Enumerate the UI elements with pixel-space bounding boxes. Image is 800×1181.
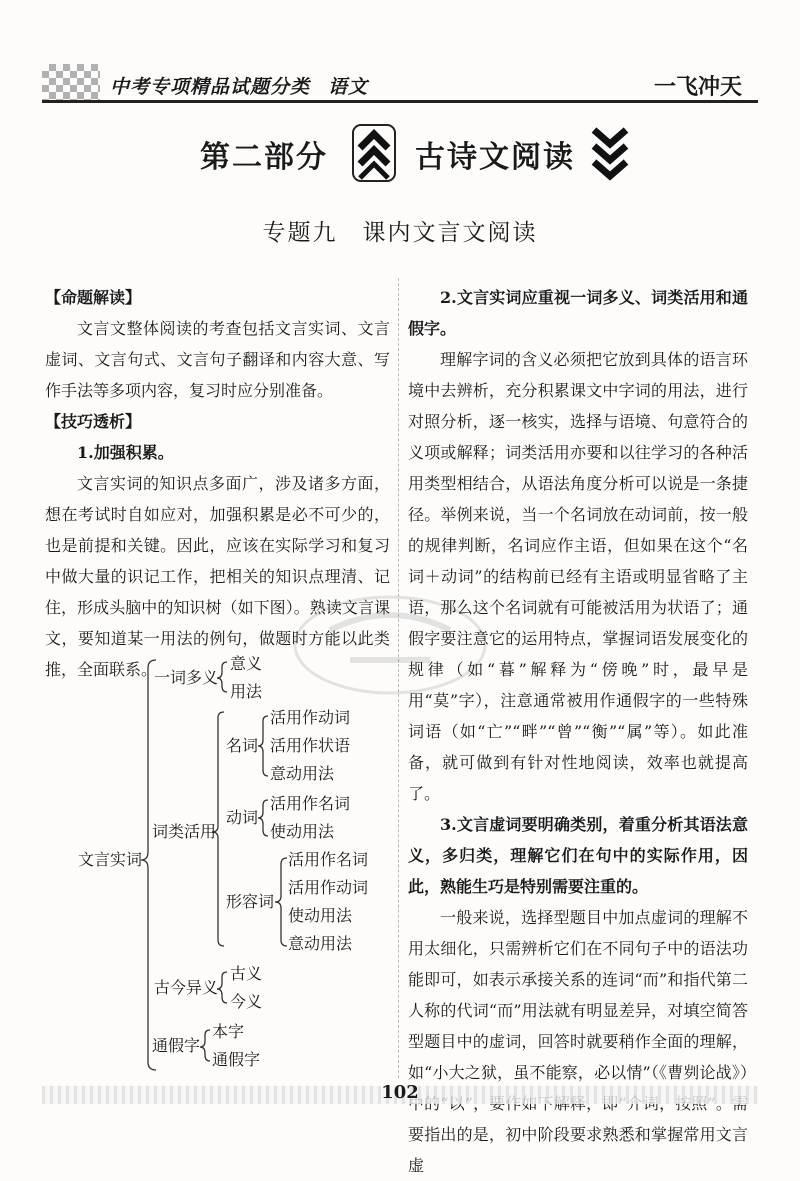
tree-node: 通假字	[212, 1050, 261, 1069]
part-label: 第二部分	[200, 140, 328, 175]
tree-node: 动词	[226, 808, 259, 827]
paragraph: 文言文整体阅读的考查包括文言实词、文言虚词、文言句式、文言句子翻译和内容大意、写作手法等多项内容，复习时应分别准备。	[45, 319, 390, 400]
subject-label: 语文	[328, 76, 369, 98]
tree-node: 一词多义	[154, 668, 219, 687]
tree-node: 形容词	[226, 892, 275, 911]
tree-node: 活用作名词	[288, 850, 369, 869]
tree-node: 意义	[230, 654, 263, 673]
tree-node: 活用作动词	[288, 878, 369, 897]
page-footer	[0, 1078, 800, 1118]
item-heading: 2.文言实词应重视一词多义、词类活用和通假字。	[408, 288, 748, 338]
tree-node-root: 文言实词	[78, 850, 143, 869]
right-column	[408, 282, 748, 1181]
topic-title: 专题九 课内文言文阅读	[262, 220, 538, 246]
tree-node: 通假字	[152, 1036, 201, 1055]
tree-node: 古义	[230, 964, 263, 983]
tree-node: 活用作动词	[270, 708, 351, 727]
brand-logo: 一飞冲天	[653, 74, 742, 100]
tree-node: 活用作名词	[270, 794, 351, 813]
tree-node: 用法	[230, 682, 263, 701]
paragraph: 理解字词的含义必须把它放到具体的语言环境中去辨析，充分积累课文中字词的用法，进行对照分析，逐一核实，选择与语境、句意符合的义项或解释；词类活用亦要和以往学习的各种活用类型相结合，从语法角度分析可以说是一条捷径。举例来说，当一个名词放在动词前，按一般的规律判断，名词应作主语，但如果在这个“名词＋动词”的结构前已经有主语或明显省略了主语，那么这个名词就有可能被活用为状语了；通假字要注意它的运用特点，掌握词语发展变化的规律（如“暮”解释为“傍晚”时，最早是用“莫”字），注意通常被用作通假字的一些特殊词语（如“亡”“畔”“曾”“衡”“属”等）。如此准备，就可做到有针对性地阅读，效率也就提高了。	[408, 350, 748, 803]
paragraph: 文言实词的知识点多面广，涉及诸多方面，想在考试时自如应对，加强积累是必不可少的，也是前提和关键。因此，应该在实际学习和复习中做大量的识记工作，把相关的知识点理清、记住，形成头脑中的知识树（如下图）。熟读文言课文，要知道某一用法的例句，做题时方能以此类推，全面联系。	[45, 474, 390, 679]
paragraph: 一般来说，选择型题目中加点虚词的理解不用太细化，只需辨析它们在不同句子中的语法功能即可，如表示承接关系的连词“而”和指代第二人称的代词“而”用法就有明显差异，对填空简答型题目中的虚词，回答时就要稍作全面的理解，如“小大之狱，虽不能察，必以情”（《曹刿论战》） 要指出的是，初中阶段要求熟悉和掌握常用文言虚	[408, 908, 748, 1175]
book-title: 中考专项精品试题分类 语文	[110, 76, 369, 98]
part-name: 古诗文阅读	[415, 140, 575, 175]
tree-node: 古今异义	[154, 978, 219, 997]
tree-node: 意动用法	[288, 934, 353, 953]
tree-node: 今义	[230, 992, 263, 1011]
section-heading: 【技巧透析】	[45, 412, 142, 431]
item-heading: 3.文言虚词要明确类别，着重分析其语法意义，多归类，理解它们在句中的实际作用，因此，熟能生巧是特别需要注重的。	[408, 815, 748, 896]
tree-node: 本字	[212, 1022, 245, 1041]
tree-node: 意动用法	[270, 764, 335, 783]
tree-node: 名词	[226, 736, 259, 755]
tree-node: 使动用法	[270, 822, 335, 841]
item-heading: 1.加强积累。	[77, 443, 174, 462]
section-heading: 【命题解读】	[45, 288, 142, 307]
page-number: 102	[381, 1082, 419, 1103]
tree-node: 使动用法	[288, 906, 353, 925]
tree-node: 词类活用	[152, 822, 217, 841]
tree-node: 活用作状语	[270, 736, 351, 755]
